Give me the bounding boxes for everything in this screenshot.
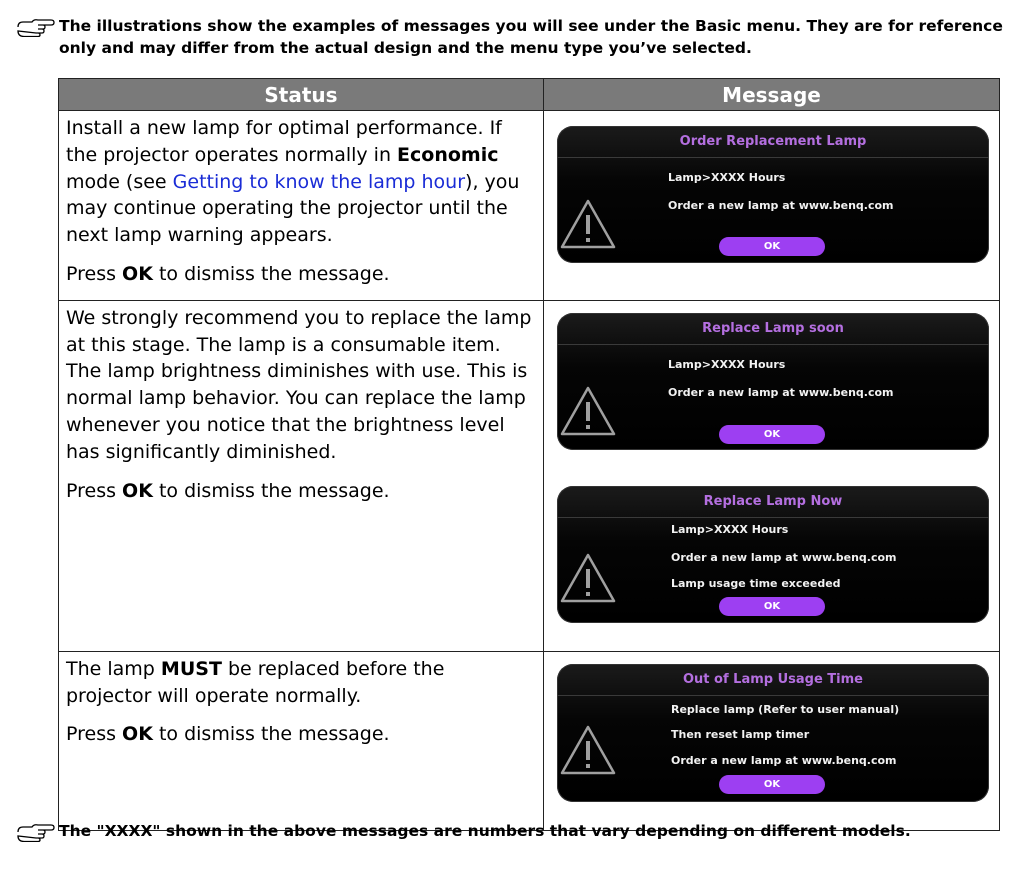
- pointing-hand-icon: [16, 822, 56, 842]
- ok-button[interactable]: OK: [719, 597, 825, 616]
- ok-button[interactable]: OK: [719, 237, 825, 256]
- warning-triangle-icon: [559, 385, 617, 437]
- osd-divider: [557, 344, 989, 345]
- table-row: [59, 651, 1000, 830]
- osd-title: Order Replacement Lamp: [679, 134, 867, 149]
- osd-order-replacement-lamp: [557, 126, 989, 263]
- osd-title: Replace Lamp Now: [703, 493, 843, 509]
- warning-triangle-icon: [559, 552, 617, 604]
- table-row: [59, 111, 1000, 301]
- osd-line: Lamp>XXXX Hours: [668, 171, 786, 184]
- press-ok-paragraph: Press OK to dismiss the message.: [66, 262, 390, 285]
- status-paragraph: The lamp MUST be replaced before the projector will operate normally.: [66, 657, 445, 707]
- press-ok-paragraph: Press OK to dismiss the message.: [66, 479, 390, 502]
- message-cell: [544, 651, 1000, 830]
- note-top: [16, 15, 1016, 61]
- osd-line: Lamp>XXXX Hours: [668, 357, 786, 371]
- message-cell: [544, 300, 1000, 651]
- warning-triangle-icon: [559, 724, 617, 776]
- header-status: Status: [59, 79, 544, 111]
- osd-title: Replace Lamp soon: [702, 320, 844, 336]
- table-header-row: [59, 79, 1000, 111]
- status-cell: [59, 300, 544, 651]
- pointing-hand-icon: [16, 17, 56, 37]
- warning-triangle-icon: [559, 198, 617, 250]
- message-cell: [544, 111, 1000, 301]
- osd-divider: [557, 695, 989, 696]
- press-ok-paragraph: Press OK to dismiss the message.: [66, 723, 390, 746]
- osd-line: Lamp usage time exceeded: [671, 576, 841, 590]
- osd-line: Order a new lamp at www.benq.com: [671, 550, 897, 564]
- osd-line: Replace lamp (Refer to user manual): [671, 702, 900, 716]
- status-paragraph: Install a new lamp for optimal performance. If the projector operates normally in Economic mode (see Getting to know the lamp hour), you may continue operating the projector until the next lamp warning appears.: [66, 117, 520, 247]
- table-row: [59, 300, 1000, 651]
- ok-button[interactable]: OK: [719, 425, 825, 444]
- osd-divider: [557, 157, 989, 158]
- status-cell: [59, 651, 544, 830]
- note-top-text: The illustrations show the examples of messages you will see under the Basic menu. They are for reference only and may differ from the actual design and the menu type you’ve selected.: [59, 17, 1003, 57]
- note-bottom: [16, 820, 1016, 844]
- lamp-messages-table: [58, 78, 1000, 831]
- lamp-hour-link[interactable]: Getting to know the lamp hour: [172, 170, 466, 193]
- osd-line: Order a new lamp at www.benq.com: [668, 199, 894, 212]
- osd-line: Order a new lamp at www.benq.com: [671, 753, 897, 767]
- osd-out-of-lamp-usage-time: [557, 664, 989, 802]
- osd-line: Then reset lamp timer: [671, 727, 810, 741]
- osd-line: Order a new lamp at www.benq.com: [668, 385, 894, 399]
- osd-replace-lamp-soon: [557, 313, 989, 450]
- osd-title: Out of Lamp Usage Time: [683, 671, 863, 687]
- osd-divider: [557, 517, 989, 518]
- note-bottom-text: The "XXXX" shown in the above messages are numbers that vary depending on different models.: [59, 822, 911, 840]
- ok-button[interactable]: OK: [719, 775, 825, 794]
- status-cell: [59, 111, 544, 301]
- osd-replace-lamp-now: [557, 486, 989, 623]
- status-paragraph: We strongly recommend you to replace the lamp at this stage. The lamp is a consumable item. The lamp brightness diminishes with use. This is normal lamp behavior. You can replace the lamp whenever you notice that the brightness level has significantly diminished.: [66, 306, 532, 463]
- osd-line: Lamp>XXXX Hours: [671, 522, 789, 536]
- header-message: Message: [544, 79, 1000, 111]
